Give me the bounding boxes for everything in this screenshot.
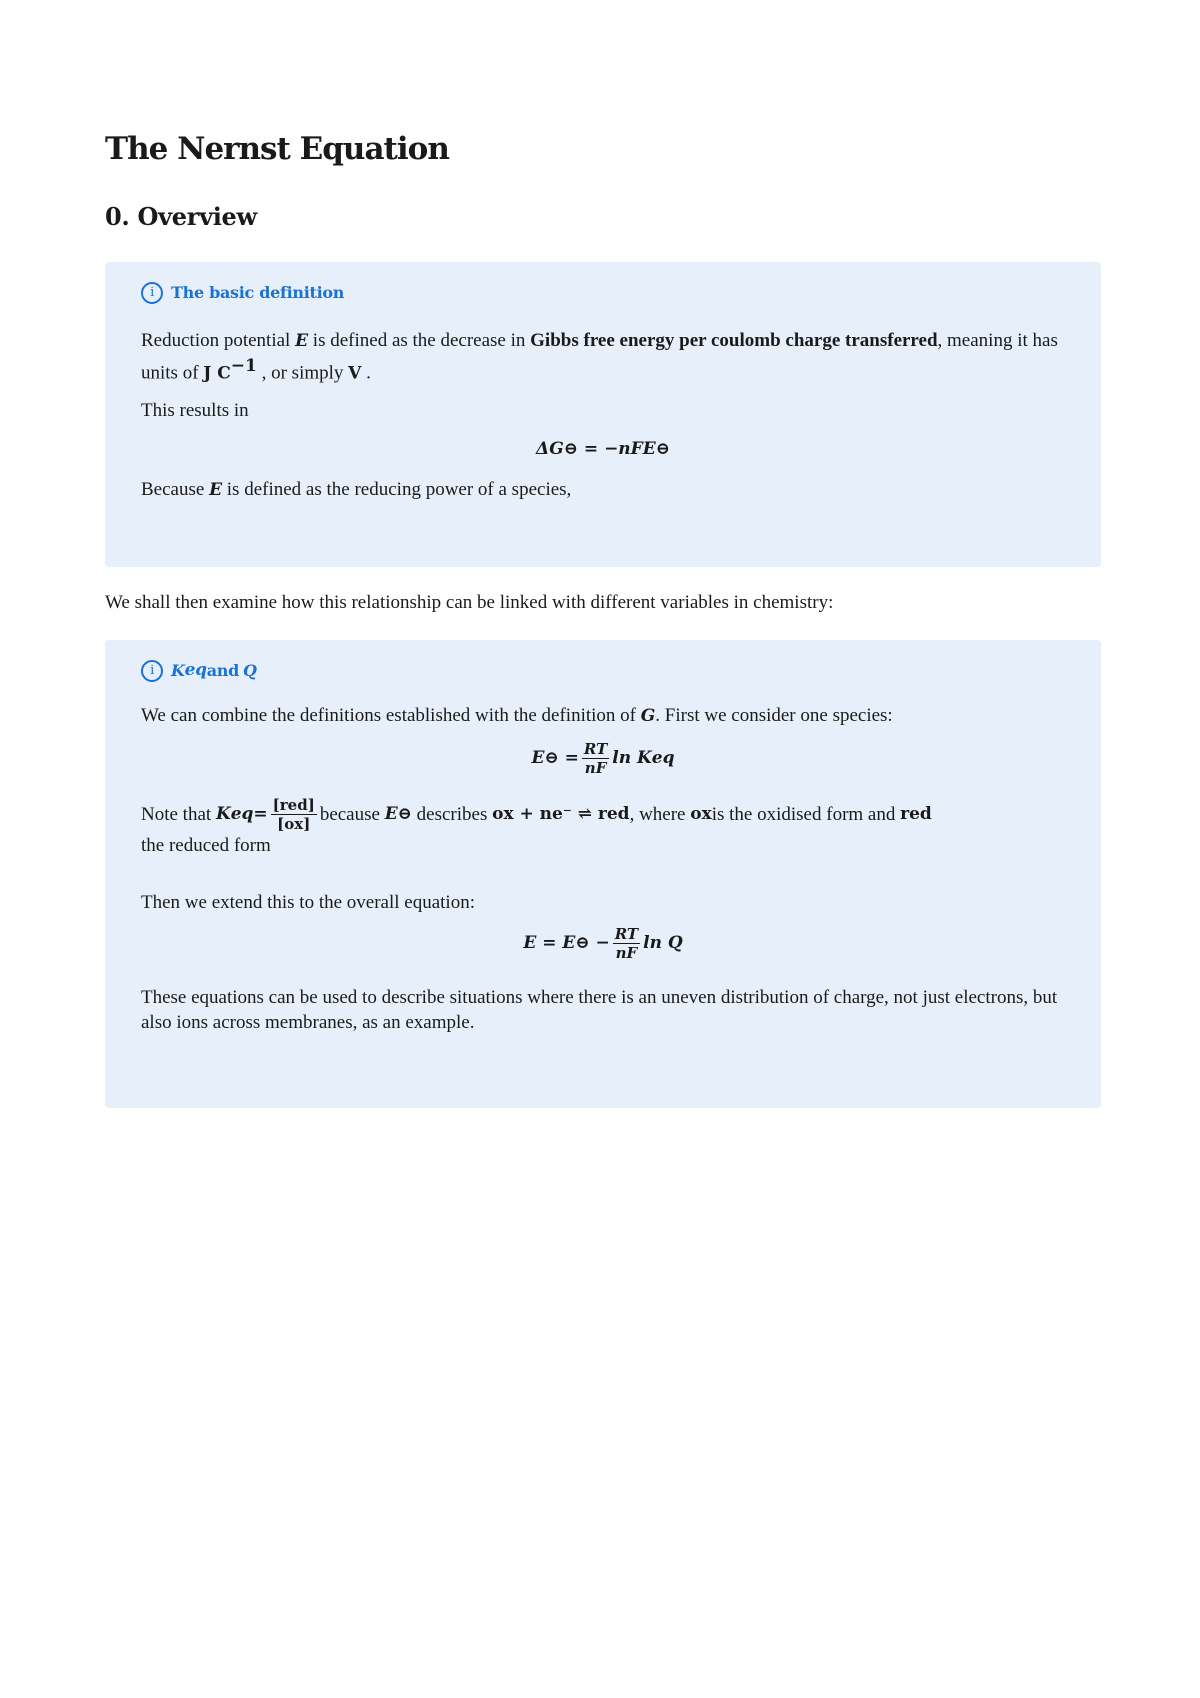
equation-gibbs: ΔG⊖ = −nFE⊖ — [536, 439, 670, 459]
callout-paragraph: Then we extend this to the overall equation: — [141, 892, 475, 913]
callout-keq-and-q — [105, 640, 1101, 1108]
page-title: The Nernst Equation — [105, 131, 449, 167]
equation-keq: E⊖ = $\frac{RT}{nF}$ ln K eq — [531, 740, 675, 777]
callout-paragraph: Note that K eq = $\frac{\text{[red]}}{[ox]}$ because E⊖ describes ox + ne⁻ ⇌ red , where ox is the oxidised form and red the reduced form — [141, 796, 932, 856]
document-page — [105, 120, 1101, 1033]
callout-paragraph: Reduction potential E is defined as the decrease in Gibbs free energy per coulomb charge transferred, meaning it has units of J $C^{-1}$ , or simply V . — [141, 330, 1058, 384]
callout-title: i K eq and Q — [141, 658, 257, 683]
body-paragraph: We shall then examine how this relationship can be linked with different variables in chemistry: — [105, 592, 834, 613]
info-icon: i — [141, 282, 163, 304]
section-heading: 0. Overview — [105, 202, 257, 231]
callout-paragraph: We can combine the definitions established with the definition of G. First we consider one species: — [141, 705, 893, 726]
callout-basic-definition — [105, 262, 1101, 567]
callout-paragraph: These equations can be used to describe situations where there is an uneven distribution of charge, not just electrons, but also ions across membranes, as an example. — [141, 987, 1058, 1033]
callout-title: i The basic definition — [141, 280, 344, 305]
info-icon: i — [141, 660, 163, 682]
callout-paragraph: This results in — [141, 400, 249, 421]
equation-nernst: E = E⊖ − $\frac{RT}{nF}$ ln Q — [523, 925, 683, 962]
callout-paragraph: Because E is defined as the reducing power of a species, — [141, 479, 572, 500]
